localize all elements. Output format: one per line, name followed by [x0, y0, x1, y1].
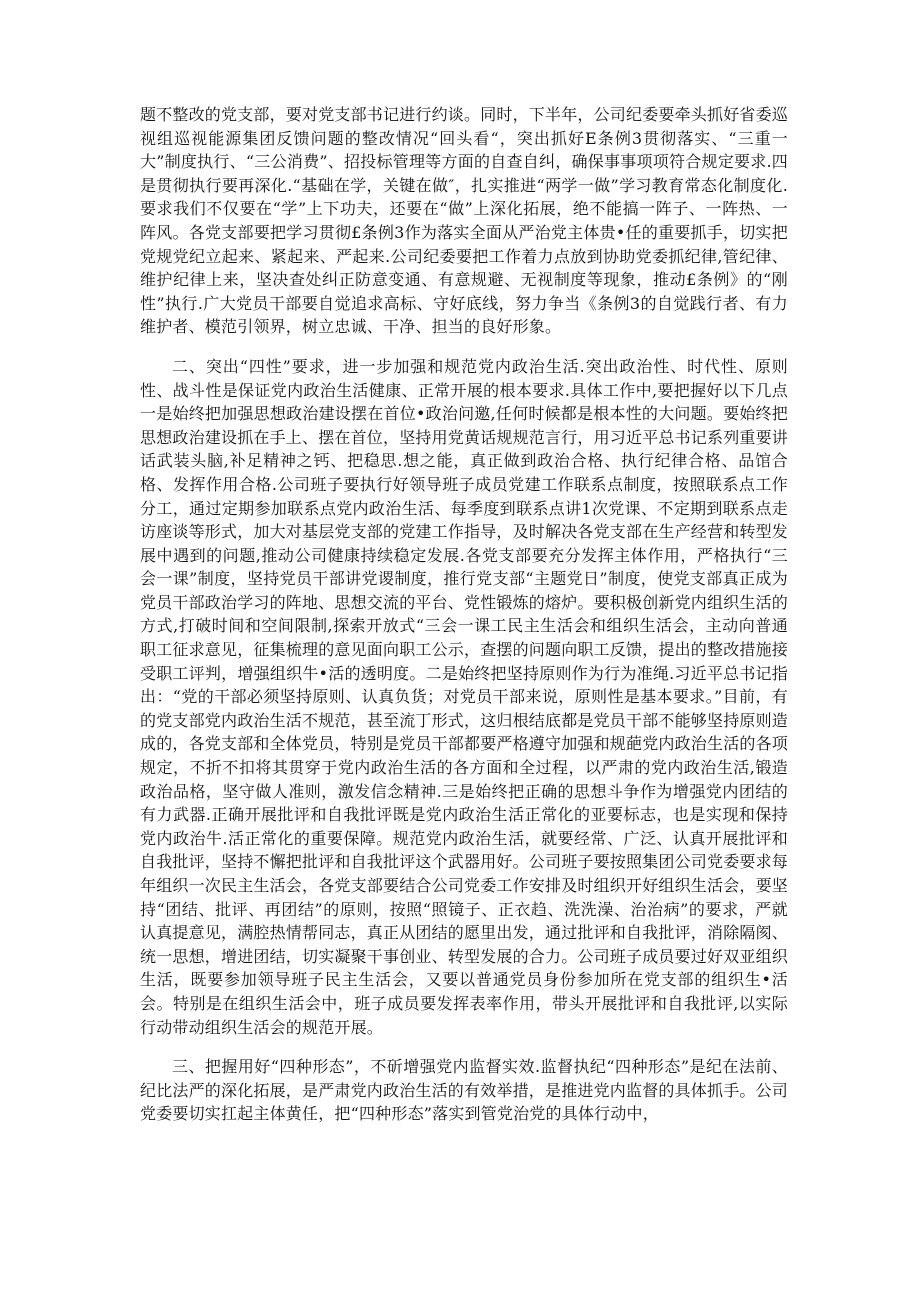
document-page [140, 103, 788, 1126]
paragraph-section-two: 二、突出“四性”要求，进一步加强和规范党内政治生活.突出政治性、时代性、原则性、战斗性是保证党内政治生活健康、正常开展的根本要求.具体工作中,要把握好以下几点一是始终把加强思想政治建设摆在首位•政治问邀,任何时候都是根本性的大问题。要始终把思想政治建设抓在手上、摆在首位，坚持用党黄话规规范言行，用习近平总书记系列重要讲话武装头脑,补足精神之钙、把稳思.想之能，真正做到政治合格、执行纪律合格、品馆合格、发挥作用合格.公司班子要执行好领导班子成员党建工作联系点制度，按照联系点工作分工，通过定期参加联系点党内政治生活、每季度到联系点讲1次党课、不定期到联系点走访座谈等形式，加大对基层党支部的党建工作指导，及时解决各党支部在生产经营和转型发展中遇到的问题,推动公司健康持续稳定发展.各党支部要充分发挥主体作用，严格执行“三会一课”制度，坚持党员干部讲党谡制度，推行党支部“主题党日”制度，使党支部真正成为党员干部政治学习的阵地、思想交流的平台、党性锻炼的熔炉。要积极创新党内组织生活的方式,打破时间和空间限制,探索开放式“三会一课工民主生活会和组织生活会，主动向普通职工征求意见，征集梳理的意见面向职工公示，查摆的问题向职工反馈，提出的整改措施接受职工评判，增强组织牛•活的透明度。二是始终把坚持原则作为行为准绳.习近平总书记指出：“党的干部必须坚持原则、认真负货；对党员干部来说，原则性是基本要求。”目前，有的党支部党内政治生活不规范，甚至流丁形式，这归根结底都是党员干部不能够坚持原则造成的，各党支部和全体党员，特别是党员干部都要严格遵守加强和规葩党内政治生活的各项规定，不折不扣将其贯穿于党内政治生活的各方面和全过程，以严肃的党内政治生活,锻造政治品格，坚守做人准则，激发信念精神.三是始终把正确的思想斗争作为增强党内团结的有力武器.正确开展批评和自我批评既是党内政治生活正常化的亚要标志，也是实现和保持党内政治牛.活正常化的重要保障。规范党内政治生活，就要经常、广泛、认真开展批评和自我批评，坚持不懈把批评和自我批评这个武器用好。公司班子要按照集团公司党委要求每年组织一次民主生活会，各党支部要结合公司党委工作安排及时组织开好组织生活会，要坚持“团结、批评、再团结”的原则，按照“照镜子、正衣趋、洗洗澡、治治病”的要求，严就认真提意见，满腔热情帮同志，真正从团结的愿里出发，通过批评和自我批评，消除隔阂、统一思想，增进团结，切实凝聚干事创业、转型发展的合力。公司班子成员要过好双亚组织生活，既要参加领导班子民主生活会，又要以普通党员身份参加所在党支部的组织生•活会。特别是在组织生活会中，班子成员要发挥表率作用，带头开展批评和自我批评,以实际行动带动组织生活会的规范开展。 [140, 356, 789, 1037]
paragraph-section-three: 三、把握用好“四种形态”，不斫增强党内监督实效.监督执纪“四种形态”是纪在法前、纪比法严的深化拓展，是严肃党内政治生活的有效举措，是推进党内监督的具体抓手。公司党委要切实扛起主体黄任，把“四种形态”落实到管党治党的具体行动中， [140, 1057, 789, 1124]
paragraph-continuation: 题不整改的党支部，要对党支部书记进行约谈。同时，下半年，公司纪委要牵头抓好省委巡视组巡视能源集团反馈问题的整改情况“回头看“，突出抓好E条例3贯彻落实、“三重一大”制度执行、“三公消费”、招投标管理等方面的自查自纠，确保事事项项符合规定要求.四是贯彻执行要再深化.“基础在学，关键在做″，扎实推进“两学一做”学习教育常态化制度化.要求我们不仅要在“学”上下功夫，还要在“做”上深化拓展，绝不能搞一阵子、一阵热、一阵风。各党支部要把学习贯彻£条例3作为落实全面从严治党主体贵•任的重要抓手，切实把党规党纪立起来、紧起来、严起来.公司纪委要把工作着力点放到协助党委抓纪律,管纪律、维护纪律上来，坚决查处纠正防意变通、有意规避、无视制度等现象，推动£条例》的“刚性”执行.广大党员干部要自觉追求高标、守好底线，努力争当《条例3的自觉践行者、有力维护者、模范引领界，树立忠诚、干净、担当的良好形象。 [140, 105, 789, 337]
